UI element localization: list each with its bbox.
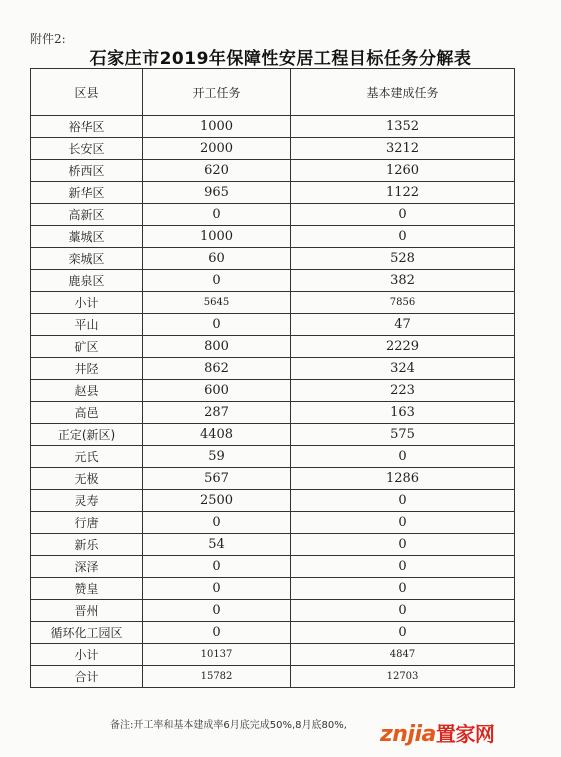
cell-county: 晋州 — [31, 600, 143, 622]
table-header-row — [31, 69, 515, 116]
cell-county: 灵寿 — [31, 490, 143, 512]
cell-complete-task: 1260 — [291, 160, 515, 182]
cell-complete-task: 324 — [291, 358, 515, 380]
cell-start-task: 0 — [143, 204, 291, 226]
cell-county: 无极 — [31, 468, 143, 490]
cell-county: 合计 — [31, 666, 143, 688]
cell-start-task: 862 — [143, 358, 291, 380]
cell-complete-task: 0 — [291, 512, 515, 534]
table-row — [31, 556, 515, 578]
table-row — [31, 512, 515, 534]
table-row — [31, 490, 515, 512]
table-row — [31, 336, 515, 358]
table-row — [31, 358, 515, 380]
cell-start-task: 54 — [143, 534, 291, 556]
cell-start-task: 0 — [143, 556, 291, 578]
header-county: 区县 — [31, 69, 143, 116]
cell-complete-task: 0 — [291, 446, 515, 468]
cell-complete-task: 47 — [291, 314, 515, 336]
table-row — [31, 380, 515, 402]
cell-start-task: 5645 — [143, 292, 291, 314]
cell-start-task: 15782 — [143, 666, 291, 688]
table-row — [31, 160, 515, 182]
table-row — [31, 402, 515, 424]
cell-start-task: 0 — [143, 622, 291, 644]
cell-start-task: 1000 — [143, 116, 291, 138]
cell-start-task: 59 — [143, 446, 291, 468]
cell-county: 高邑 — [31, 402, 143, 424]
cell-county: 新华区 — [31, 182, 143, 204]
table-row — [31, 226, 515, 248]
cell-complete-task: 0 — [291, 204, 515, 226]
cell-start-task: 567 — [143, 468, 291, 490]
cell-county: 循环化工园区 — [31, 622, 143, 644]
page-title: 石家庄市2019年保障性安居工程目标任务分解表 — [89, 49, 472, 69]
cell-complete-task: 4847 — [291, 644, 515, 666]
cell-county: 深泽 — [31, 556, 143, 578]
table-row — [31, 138, 515, 160]
table-row-total — [31, 292, 515, 314]
cell-county: 长安区 — [31, 138, 143, 160]
cell-complete-task: 528 — [291, 248, 515, 270]
cell-complete-task: 7856 — [291, 292, 515, 314]
cell-county: 赵县 — [31, 380, 143, 402]
cell-start-task: 10137 — [143, 644, 291, 666]
cell-start-task: 60 — [143, 248, 291, 270]
cell-start-task: 4408 — [143, 424, 291, 446]
cell-county: 桥西区 — [31, 160, 143, 182]
cell-county: 裕华区 — [31, 116, 143, 138]
cell-complete-task: 3212 — [291, 138, 515, 160]
cell-county: 矿区 — [31, 336, 143, 358]
table-row — [31, 468, 515, 490]
cell-county: 行唐 — [31, 512, 143, 534]
table-row — [31, 204, 515, 226]
table-row — [31, 248, 515, 270]
table-row-total — [31, 666, 515, 688]
cell-complete-task: 163 — [291, 402, 515, 424]
cell-complete-task: 2229 — [291, 336, 515, 358]
cell-complete-task: 575 — [291, 424, 515, 446]
watermark-latin: znjia — [380, 722, 436, 747]
cell-start-task: 0 — [143, 314, 291, 336]
cell-county: 井陉 — [31, 358, 143, 380]
cell-complete-task: 223 — [291, 380, 515, 402]
table-row-total — [31, 644, 515, 666]
task-table — [30, 68, 515, 688]
cell-county: 元氏 — [31, 446, 143, 468]
cell-county: 鹿泉区 — [31, 270, 143, 292]
table-row — [31, 600, 515, 622]
table-row — [31, 446, 515, 468]
attachment-label: 附件2: — [30, 32, 66, 46]
table-row — [31, 424, 515, 446]
cell-county: 赞皇 — [31, 578, 143, 600]
cell-county: 平山 — [31, 314, 143, 336]
cell-complete-task: 0 — [291, 556, 515, 578]
cell-complete-task: 0 — [291, 600, 515, 622]
cell-start-task: 0 — [143, 512, 291, 534]
cell-county: 正定(新区) — [31, 424, 143, 446]
table-row — [31, 578, 515, 600]
cell-complete-task: 0 — [291, 622, 515, 644]
cell-county: 小计 — [31, 292, 143, 314]
header-start-task: 开工任务 — [143, 69, 291, 116]
cell-start-task: 2500 — [143, 490, 291, 512]
cell-county: 新乐 — [31, 534, 143, 556]
cell-complete-task: 382 — [291, 270, 515, 292]
cell-complete-task: 0 — [291, 534, 515, 556]
cell-start-task: 2000 — [143, 138, 291, 160]
table-row — [31, 314, 515, 336]
cell-start-task: 800 — [143, 336, 291, 358]
cell-start-task: 0 — [143, 270, 291, 292]
cell-complete-task: 12703 — [291, 666, 515, 688]
cell-complete-task: 0 — [291, 226, 515, 248]
cell-start-task: 0 — [143, 600, 291, 622]
cell-county: 栾城区 — [31, 248, 143, 270]
footnote: 备注:开工率和基本建成率6月底完成50%,8月底80%, — [110, 720, 347, 731]
cell-start-task: 600 — [143, 380, 291, 402]
table-row — [31, 270, 515, 292]
table-row — [31, 622, 515, 644]
cell-start-task: 1000 — [143, 226, 291, 248]
watermark-logo — [380, 718, 494, 747]
cell-start-task: 620 — [143, 160, 291, 182]
cell-complete-task: 1122 — [291, 182, 515, 204]
cell-start-task: 965 — [143, 182, 291, 204]
table-row — [31, 116, 515, 138]
cell-start-task: 0 — [143, 578, 291, 600]
cell-county: 藁城区 — [31, 226, 143, 248]
cell-start-task: 287 — [143, 402, 291, 424]
cell-complete-task: 0 — [291, 490, 515, 512]
cell-county: 小计 — [31, 644, 143, 666]
header-complete-task: 基本建成任务 — [291, 69, 515, 116]
cell-complete-task: 0 — [291, 578, 515, 600]
cell-complete-task: 1286 — [291, 468, 515, 490]
cell-county: 高新区 — [31, 204, 143, 226]
table-row — [31, 534, 515, 556]
cell-complete-task: 1352 — [291, 116, 515, 138]
watermark-chinese: 置家网 — [435, 722, 495, 746]
table-row — [31, 182, 515, 204]
